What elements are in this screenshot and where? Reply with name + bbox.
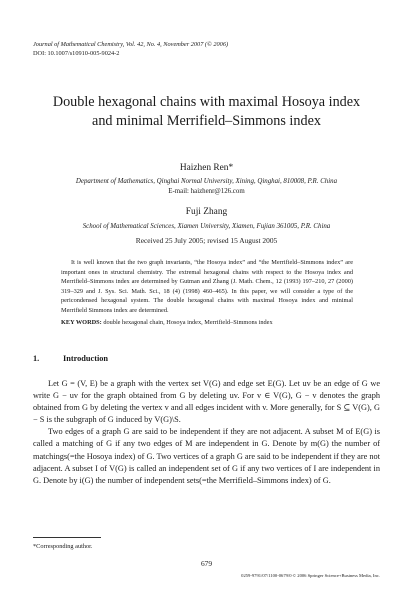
- footnote-rule: [33, 537, 101, 538]
- author-1-affiliation: Department of Mathematics, Qinghai Normal University, Xining, Qinghai, 810008, P.R. China: [75, 178, 338, 185]
- received-dates: Received 25 July 2005; revised 15 August 2005: [135, 236, 278, 245]
- author-2-name: Fuji Zhang: [185, 207, 228, 217]
- journal-header: [33, 40, 228, 58]
- abstract: It is well known that the two graph invariants, “the Hosoya index” and “the Merrifield–Simmons index” are important ones in structural chemistry. The extremal hexagonal chains with respect to the Hosoya index and Merrifield–Simmons index are determined by Gutman and Zhang (J. Math. Chem., 12 (1993) 197–210, 27 (2000) 319–329 and J. Sys. Sci. Math. Sci., 18 (4) (1998) 460–465). In this paper, we will consider a type of the pericondensed hexagonal system. The double hexagonal chains with maximal Hosoya index and minimal Merrifield Simmons index are determined.: [61, 259, 353, 314]
- paper-title: [30, 93, 383, 131]
- page-number: 679: [200, 559, 213, 568]
- copyright-line: 0259-9791/07/1100-0679/0 © 2006 Springer Science+Business Media, Inc.: [241, 573, 380, 578]
- title-line-1: Double hexagonal chains with maximal Hosoya index: [52, 94, 361, 110]
- keywords: [61, 319, 361, 326]
- author-2-affiliation: School of Mathematical Sciences, Xiamen University, Xiamen, Fujian 361005, P.R. China: [82, 223, 331, 230]
- author-1-email: E-mail: haizhenr@126.com: [168, 188, 245, 195]
- footnote: *Corresponding author.: [33, 543, 93, 550]
- keywords-text: double hexagonal chain, Hosoya index, Merrifield–Simmons index: [103, 319, 273, 326]
- author-1-name: Haizhen Ren*: [179, 163, 234, 173]
- section-body: [33, 378, 380, 487]
- body-paragraph-1: Let G = (V, E) be a graph with the vertex set V(G) and edge set E(G). Let uv be an edge of G we write G − uv for the graph obtained from G by deleting uv. For v ∈ V(G), G − v denotes the graph obtained from G by deleting the vertex v and all edges incident with v. More generally, for S ⊆ V(G), G − S is the subgraph of G induced by V(G)\S.: [33, 379, 380, 425]
- section-number: 1.: [33, 354, 40, 363]
- body-paragraph-2: Two edges of a graph G are said to be independent if they are not adjacent. A subset M of E(G) is called a matching of G if any two edges of M are independent in G. Denote by m(G) the number of matchings(=the Hosoya index) of G. Two vertices of a graph G are said to be independent if they are not adjacent. A subset I of V(G) is called an independent set of G if any two vertices of I are independent in G. Denote by i(G) the number of independent sets(=the Merrifield–Simmons index) of G.: [33, 427, 380, 485]
- journal-citation: Journal of Mathematical Chemistry, Vol. 42, No. 4, November 2007 (© 2006): [33, 41, 229, 48]
- section-heading: [33, 354, 108, 363]
- keywords-label: KEY WORDS:: [61, 319, 102, 326]
- title-line-2: and minimal Merrifield–Simmons index: [92, 113, 321, 129]
- section-title: Introduction: [63, 354, 109, 363]
- doi: DOI: 10.1007/s10910-005-9024-2: [33, 50, 120, 57]
